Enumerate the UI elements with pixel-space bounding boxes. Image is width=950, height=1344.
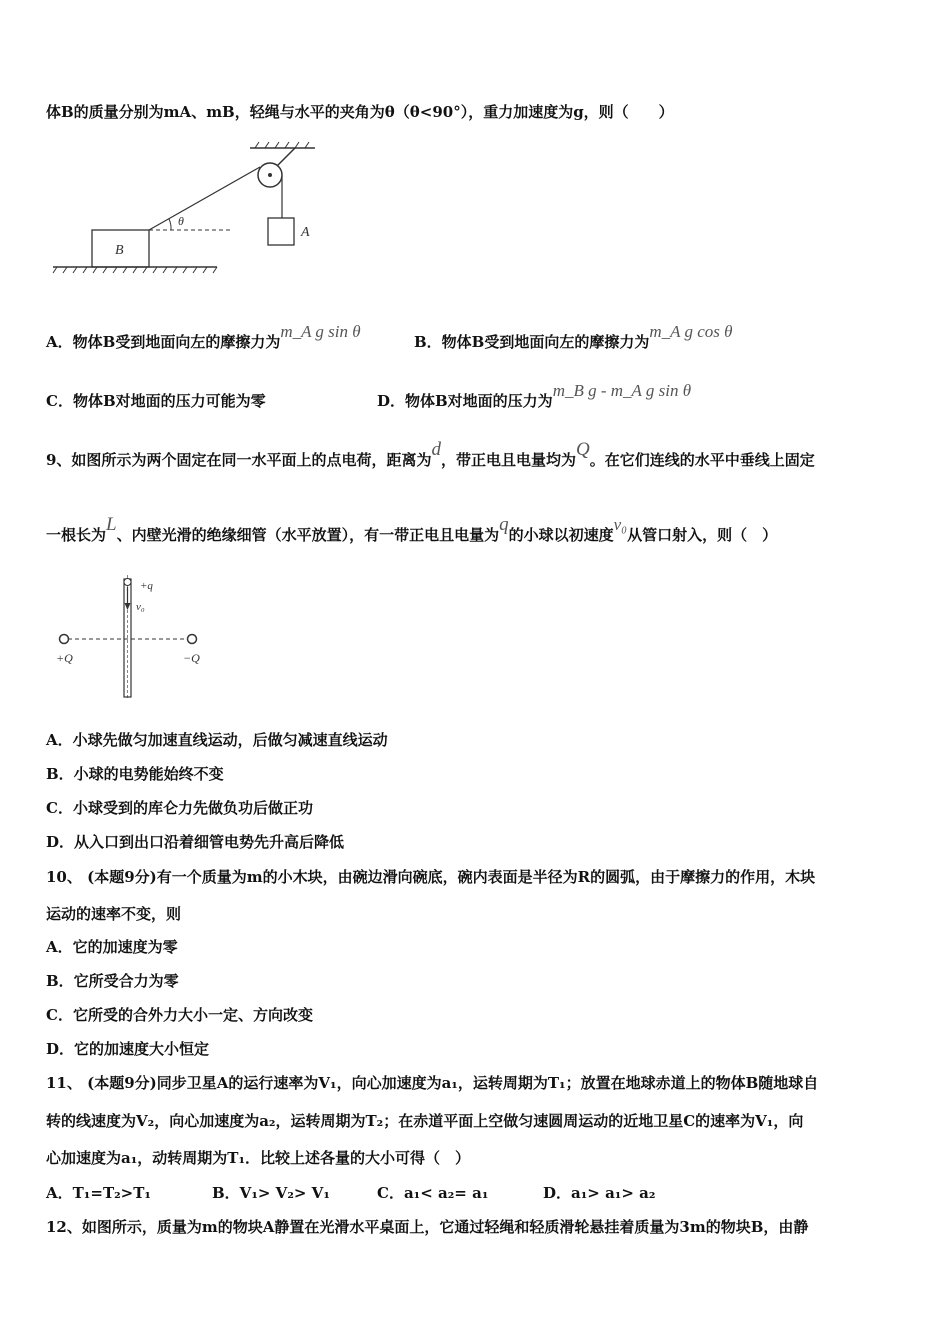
q9-option-a: A．小球先做匀加速直线运动，后做匀减速直线运动 [46,731,388,749]
label-b: B [115,243,124,258]
q11-line2: 转的线速度为V₂，向心加速度为a₂，运转周期为T₂；在赤道平面上空做匀速圆周运动的近地卫星C的速率为V₁，向 [46,1112,804,1130]
q8-option-d-math: m_B g - m_A g sin θ [552,381,692,400]
theta-label: θ [178,214,184,228]
q9-line2: 一根长为L、内壁光滑的绝缘细管（水平放置），有一带正电且电量为q的小球以初速度v₀从管口射入，则（ ） [46,514,778,544]
q8-option-b: B．物体B受到地面向左的摩擦力为m_A g cos θ [414,322,733,351]
q8-line1: 体B的质量分别为mA、mB，轻绳与水平的夹角为θ（θ<90°），重力加速度为g，则（ ） [46,103,674,121]
q10-line2: 运动的速率不变，则 [46,905,182,923]
label-v0: v₀ [136,601,145,613]
q9-option-d: D．从入口到出口沿着细管电势先升高后降低 [46,833,345,851]
q11-option-c: C．a₁< a₂= a₁ [377,1184,489,1202]
q9-option-c: C．小球受到的库仑力先做负功后做正功 [46,799,313,817]
q12-line1: 12、如图所示，质量为m的物块A静置在光滑水平桌面上，它通过轻绳和轻质滑轮悬挂着质量为3m的物块B，由静 [46,1218,809,1236]
q8-option-d: D．物体B对地面的压力为m_B g - m_A g sin θ [377,381,692,410]
q11-line3: 心加速度为a₁，动转周期为T₁．比较上述各量的大小可得（ ） [46,1149,471,1167]
q8-pulley-figure [45,138,325,278]
q8-option-a: A．物体B受到地面向左的摩擦力为m_A g sin θ [46,322,361,351]
label-a: A [301,225,310,240]
q10-option-d: D．它的加速度大小恒定 [46,1040,210,1058]
q11-option-a: A．T₁=T₂>T₁ [46,1184,151,1202]
q11-option-b: B．V₁> V₂> V₁ [212,1184,330,1202]
q9-option-b: B．小球的电势能始终不变 [46,765,224,783]
q9-line1: 9、如图所示为两个固定在同一水平面上的点电荷，距离为d，带正电且电量均为Q。在它们连线的水平中垂线上固定 [46,439,815,469]
q10-option-a: A．它的加速度为零 [46,938,178,956]
label-plus-q: +q [140,580,153,592]
q11-option-d: D．a₁> a₁> a₂ [543,1184,656,1202]
label-minus-Q: −Q [183,651,200,665]
q10-option-b: B．它所受合力为零 [46,972,179,990]
q9-charges-figure [50,575,220,705]
label-plus-Q: +Q [56,651,73,665]
q8-option-a-math: m_A g sin θ [280,322,361,341]
q8-option-c: C．物体B对地面的压力可能为零 [46,392,266,410]
q11-line1: 11、 (本题9分)同步卫星A的运行速率为V₁，向心加速度为a₁，运转周期为T₁；放置在地球赤道上的物体B随地球自 [46,1074,819,1092]
q8-option-b-math: m_A g cos θ [649,322,733,341]
q10-option-c: C．它所受的合外力大小一定、方向改变 [46,1006,313,1024]
q10-line1: 10、 (本题9分)有一个质量为m的小木块，由碗边滑向碗底，碗内表面是半径为R的圆弧，由于摩擦力的作用，木块 [46,868,816,886]
